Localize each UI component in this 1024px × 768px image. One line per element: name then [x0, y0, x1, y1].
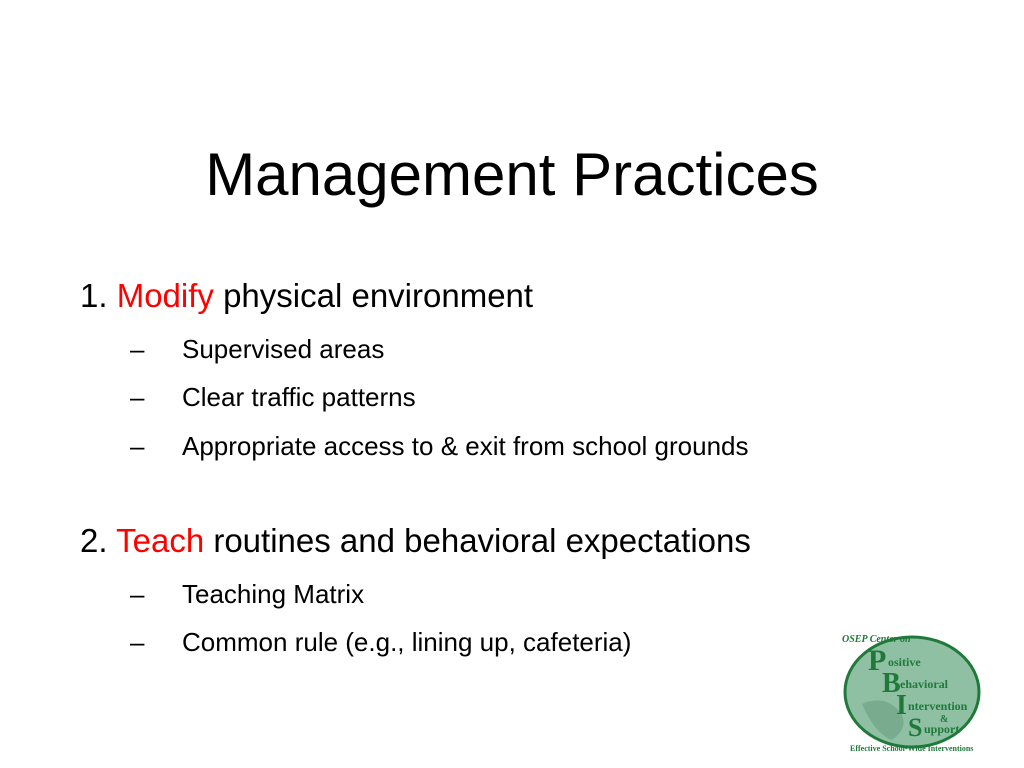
subitem-text: Supervised areas: [182, 334, 385, 364]
item-2-number: 2.: [80, 522, 108, 559]
subitem: [130, 333, 384, 365]
subitem-text: Teaching Matrix: [182, 579, 365, 609]
dash-bullet: –: [130, 579, 145, 609]
dash-bullet: –: [130, 382, 145, 412]
logo-letter-b: B: [882, 668, 901, 699]
logo-letter-s: S: [908, 713, 923, 742]
logo-word-behavioral: ehavioral: [900, 677, 948, 691]
subitem: [130, 626, 631, 658]
subitem: [130, 430, 749, 462]
item-2-text: routines and behavioral expectations: [213, 522, 751, 559]
dash-bullet: –: [130, 334, 145, 364]
logo-ampersand: &: [940, 714, 949, 725]
logo-bottom-text: Effective School-Wide Interventions: [850, 744, 974, 753]
slide-title: Management Practices: [205, 141, 819, 208]
logo-letter-p: P: [868, 644, 887, 677]
item-1-number: 1.: [80, 277, 108, 314]
item-1-accent-word: Modify: [116, 277, 214, 314]
subitem: [130, 381, 416, 413]
item-1: [80, 276, 533, 316]
logo-word-support: upport: [924, 722, 960, 736]
logo-word-positive: ositive: [888, 655, 921, 669]
subitem: [130, 578, 364, 610]
subitem-text: Clear traffic patterns: [182, 382, 416, 412]
dash-bullet: –: [130, 627, 145, 657]
item-2-accent-word: Teach: [116, 522, 205, 559]
item-2: [80, 521, 751, 561]
logo-top-text: OSEP Center on: [842, 634, 911, 645]
item-1-text: physical environment: [223, 277, 534, 314]
subitem-text: Common rule (e.g., lining up, cafeteria): [182, 627, 632, 657]
subitem-text: Appropriate access to & exit from school grounds: [182, 431, 749, 461]
pbis-logo: [840, 632, 1008, 754]
dash-bullet: –: [130, 431, 145, 461]
logo-letter-i: I: [896, 690, 907, 721]
logo-word-intervention: ntervention: [908, 699, 968, 713]
